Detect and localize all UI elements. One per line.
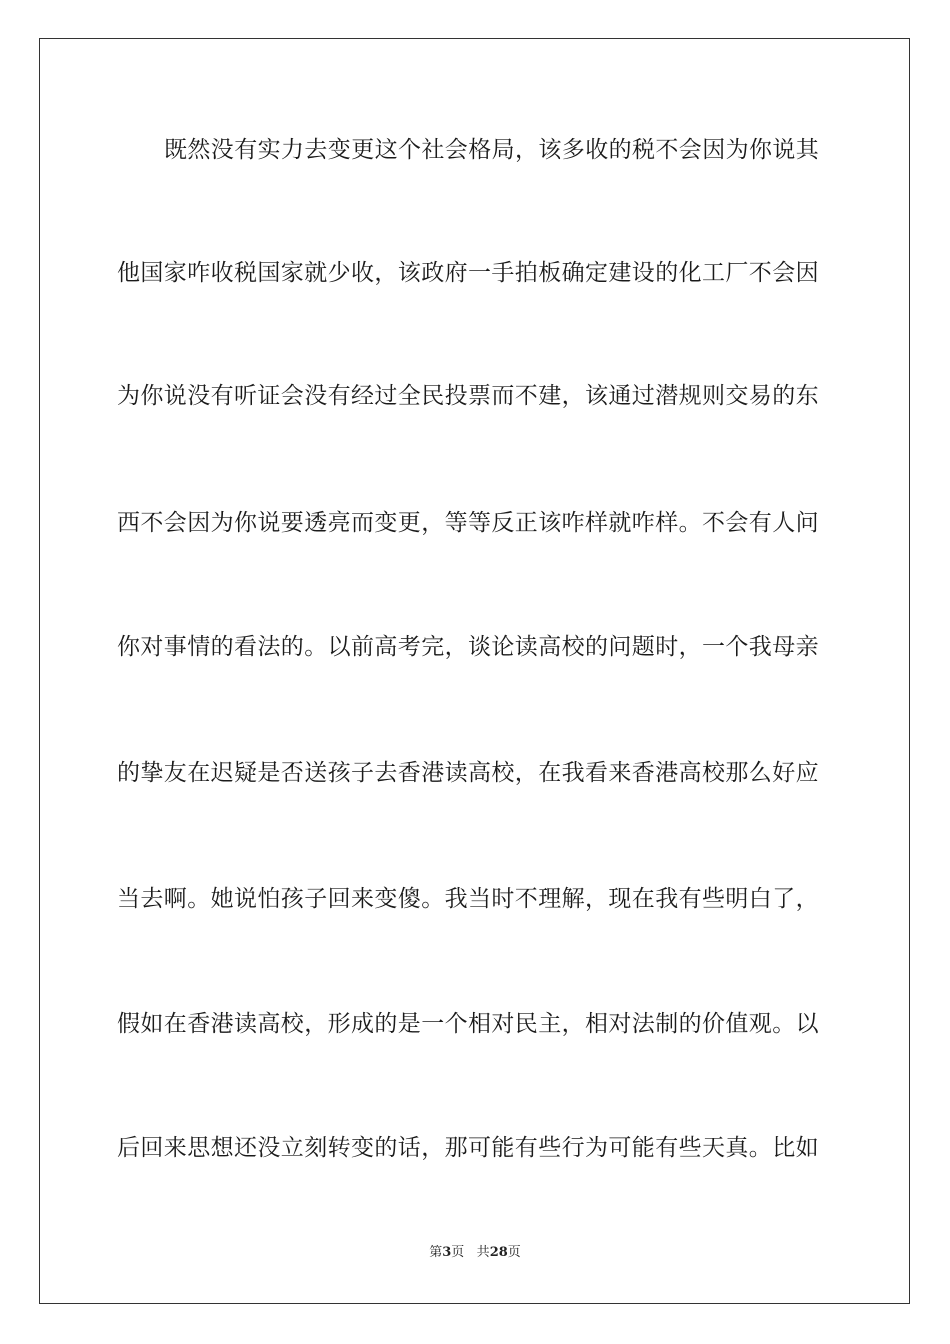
page-number: 3 [442, 1245, 452, 1260]
text-line-4: 西不会因为你说要透亮而变更，等等反正该咋样就咋样。不会有人问 [117, 510, 819, 536]
text-line-8: 假如在香港读高校，形成的是一个相对民主，相对法制的价值观。以 [117, 1011, 819, 1037]
text-line-3: 为你说没有听证会没有经过全民投票而不建，该通过潜规则交易的东 [117, 383, 819, 409]
text-line-2: 他国家咋收税国家就少收，该政府一手拍板确定建设的化工厂不会因 [117, 260, 819, 286]
page-footer [0, 1245, 950, 1261]
total-suffix: 页 [507, 1245, 521, 1260]
text-line-1: 既然没有实力去变更这个社会格局，该多收的税不会因为你说其 [164, 137, 820, 163]
total-prefix: 共 [476, 1245, 490, 1260]
page-suffix: 页 [451, 1245, 465, 1260]
text-line-7: 当去啊。她说怕孩子回来变傻。我当时不理解，现在我有些明白了， [117, 886, 819, 912]
page-prefix: 第 [429, 1245, 443, 1260]
text-line-5: 你对事情的看法的。以前高考完，谈论读高校的问题时，一个我母亲 [117, 634, 819, 660]
total-pages: 28 [489, 1245, 508, 1260]
text-line-6: 的挚友在迟疑是否送孩子去香港读高校，在我看来香港高校那么好应 [117, 760, 819, 786]
text-line-9: 后回来思想还没立刻转变的话，那可能有些行为可能有些天真。比如 [117, 1135, 819, 1161]
page-border [39, 38, 910, 1304]
